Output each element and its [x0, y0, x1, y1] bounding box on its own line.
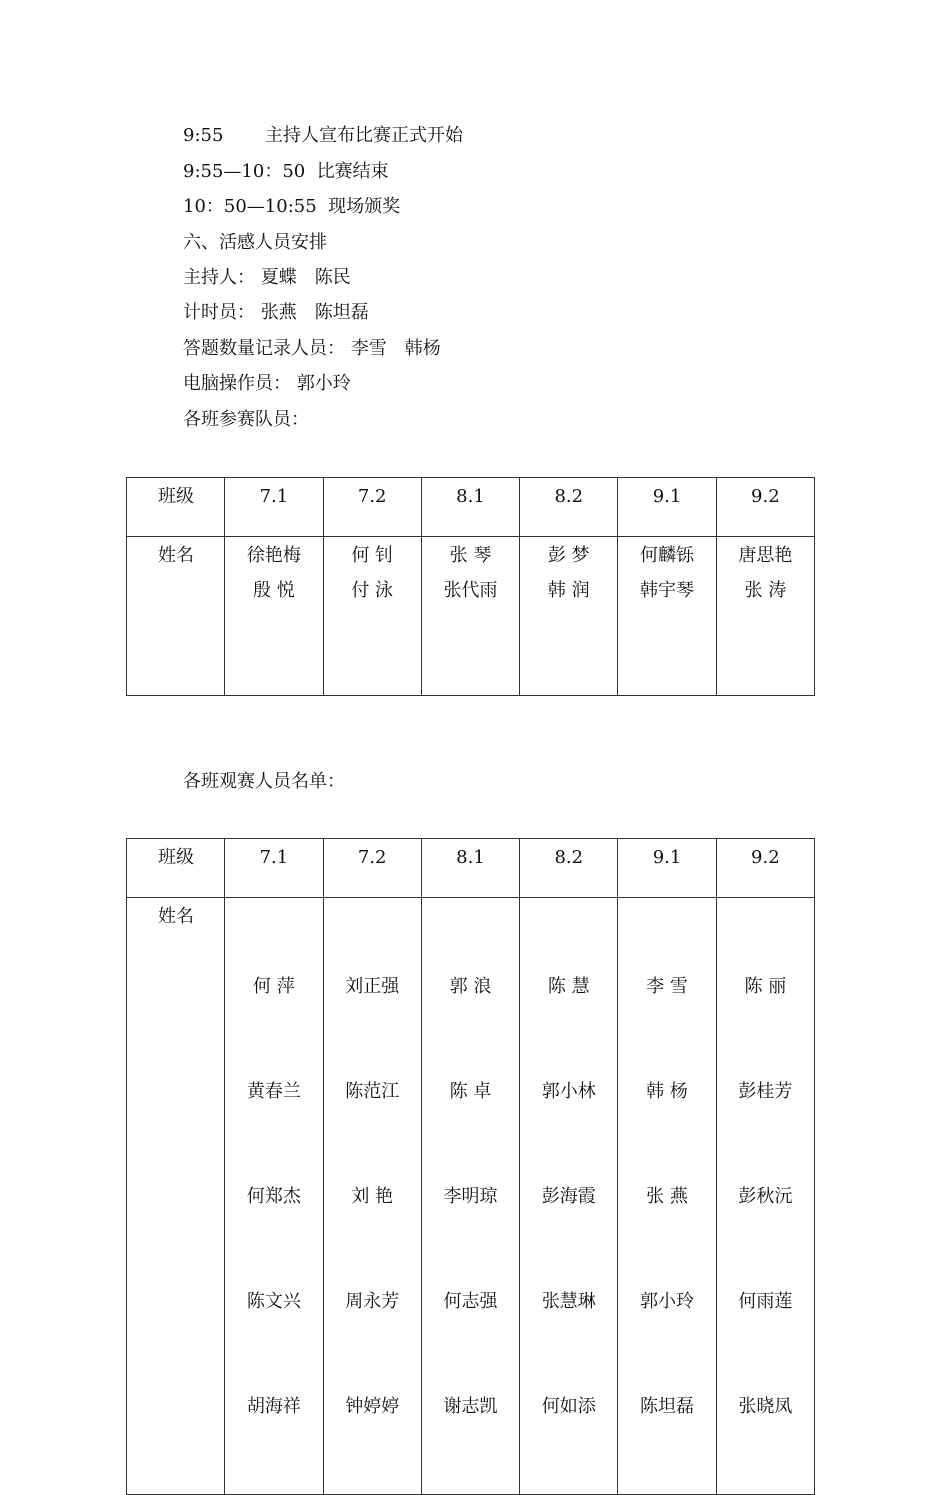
schedule-line-3	[183, 195, 400, 219]
class-cell	[716, 478, 814, 537]
student-name: 唐思艳	[738, 545, 793, 566]
class-cell	[520, 478, 618, 537]
observer-name: 彭海霞	[541, 1186, 596, 1207]
name-label: 姓名	[158, 545, 194, 566]
table-names-row	[127, 537, 815, 696]
names-cell	[225, 537, 323, 696]
class-number: 8.2	[554, 486, 584, 507]
class-number: 7.2	[357, 847, 387, 868]
observer-name: 陈文兴	[246, 1291, 301, 1312]
names-cell	[716, 898, 814, 1495]
names-cell	[421, 537, 519, 696]
class-number: 9.2	[751, 847, 780, 868]
names-cell	[323, 898, 421, 1495]
observer-name: 彭桂芳	[738, 1081, 793, 1102]
observer-name: 陈 卓	[449, 1081, 492, 1102]
table-header-row	[127, 839, 815, 898]
staff-role: 主持人：	[183, 267, 255, 288]
observers-table	[126, 838, 815, 1495]
class-number: 7.1	[259, 486, 289, 507]
table-header-row	[127, 478, 815, 537]
schedule-event: 现场颁奖	[328, 196, 401, 217]
observer-name: 何如添	[541, 1396, 596, 1417]
observer-name: 李 雪	[646, 976, 688, 997]
staff-line-recorder	[183, 337, 441, 361]
class-number: 9.1	[652, 847, 682, 868]
observer-name: 谢志凯	[443, 1396, 498, 1417]
staff-names: 张燕 陈坦磊	[260, 302, 369, 323]
schedule-time: 9:55	[183, 125, 224, 146]
staff-line-operator	[183, 372, 351, 396]
names-cell	[421, 898, 519, 1495]
schedule-line-2	[183, 160, 389, 184]
observer-name: 郭小林	[541, 1081, 596, 1102]
names-cell	[520, 898, 618, 1495]
student-name: 张 涛	[744, 580, 787, 601]
observer-name: 张晓凤	[738, 1396, 793, 1417]
class-number: 9.2	[751, 486, 780, 507]
class-cell	[421, 839, 519, 898]
names-cell	[618, 537, 716, 696]
table-names-row	[127, 898, 815, 1495]
class-label-cell	[127, 839, 225, 898]
name-label-cell	[127, 898, 225, 1495]
observer-name: 周永芳	[345, 1291, 400, 1312]
observer-name: 何郑杰	[246, 1186, 301, 1207]
staff-names: 夏蝶 陈民	[260, 267, 351, 288]
class-cell	[618, 839, 716, 898]
student-name: 张代雨	[443, 580, 498, 601]
observer-name: 郭小玲	[640, 1291, 695, 1312]
class-label: 班级	[158, 847, 194, 868]
class-cell	[716, 839, 814, 898]
student-name: 付 泳	[351, 580, 394, 601]
class-label-cell	[127, 478, 225, 537]
class-cell	[618, 478, 716, 537]
observer-name: 彭秋沅	[738, 1186, 793, 1207]
class-number: 9.1	[652, 486, 682, 507]
class-label: 班级	[158, 486, 194, 507]
student-name: 彭 梦	[547, 545, 590, 566]
staff-line-timer	[183, 301, 369, 325]
schedule-line-1	[183, 124, 463, 148]
schedule-event: 比赛结束	[316, 161, 389, 182]
observer-name: 张慧琳	[541, 1291, 596, 1312]
class-number: 7.2	[357, 486, 387, 507]
staff-names: 李雪 韩杨	[350, 338, 441, 359]
staff-line-host	[183, 266, 351, 290]
staff-role: 计时员：	[183, 302, 255, 323]
observer-name: 陈 丽	[744, 976, 787, 997]
schedule-time: 10：50—10:55	[183, 196, 317, 217]
student-name: 徐艳梅	[246, 545, 301, 566]
class-number: 8.1	[456, 847, 485, 868]
observer-name: 陈范江	[345, 1081, 400, 1102]
student-name: 殷 悦	[253, 580, 295, 601]
observers-title: 各班观赛人员名单：	[183, 771, 345, 792]
class-number: 8.1	[456, 486, 485, 507]
name-label-cell	[127, 537, 225, 696]
names-cell	[323, 537, 421, 696]
observer-name: 李明琼	[443, 1186, 498, 1207]
observer-name: 何雨莲	[738, 1291, 793, 1312]
names-cell	[716, 537, 814, 696]
observer-name: 何 萍	[253, 976, 295, 997]
class-number: 7.1	[259, 847, 289, 868]
observer-name: 何志强	[443, 1291, 498, 1312]
names-cell	[618, 898, 716, 1495]
teams-table	[126, 477, 815, 696]
student-name: 张 琴	[449, 545, 492, 566]
class-cell	[225, 478, 323, 537]
staff-role: 电脑操作员：	[183, 373, 291, 394]
class-number: 8.2	[554, 847, 584, 868]
schedule-event: 主持人宣布比赛正式开始	[265, 125, 463, 146]
observer-name: 陈 慧	[547, 976, 590, 997]
class-cell	[323, 839, 421, 898]
observer-name: 刘正强	[345, 976, 400, 997]
student-name: 何麟铄	[640, 545, 695, 566]
class-cell	[421, 478, 519, 537]
teams-title: 各班参赛队员：	[183, 409, 309, 430]
observer-name: 陈坦磊	[640, 1396, 695, 1417]
observer-name: 胡海祥	[246, 1396, 301, 1417]
observer-name: 张 燕	[646, 1186, 688, 1207]
observer-name: 刘 艳	[351, 1186, 394, 1207]
student-name: 何 钊	[351, 545, 394, 566]
name-label: 姓名	[158, 906, 194, 927]
student-name: 韩宇琴	[640, 580, 695, 601]
observer-name: 韩 杨	[646, 1081, 688, 1102]
names-cell	[225, 898, 323, 1495]
schedule-time: 9:55—10：50	[183, 161, 306, 182]
observer-name: 钟婷婷	[345, 1396, 400, 1417]
observer-name: 黄春兰	[246, 1081, 301, 1102]
class-cell	[520, 839, 618, 898]
class-cell	[225, 839, 323, 898]
section-heading: 六、活感人员安排	[183, 232, 327, 253]
student-name: 韩 润	[547, 580, 590, 601]
staff-role: 答题数量记录人员：	[183, 338, 345, 359]
observer-name: 郭 浪	[449, 976, 492, 997]
class-cell	[323, 478, 421, 537]
staff-names: 郭小玲	[296, 373, 351, 394]
names-cell	[520, 537, 618, 696]
